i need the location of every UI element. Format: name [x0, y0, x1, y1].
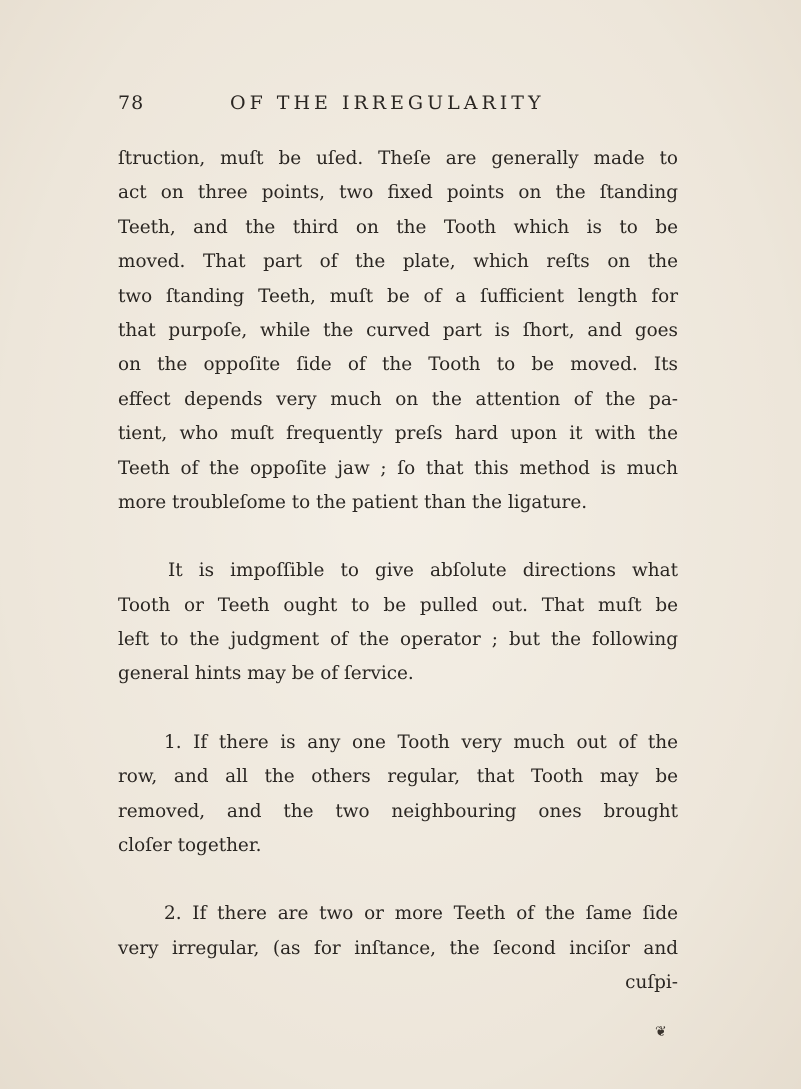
text-line: Teeth, and the third on the Tooth which is to be — [118, 216, 678, 238]
printers-ornament-icon: ❦ — [655, 1024, 667, 1040]
text-line: row, and all the others regular, that Tooth may be — [118, 766, 678, 788]
paragraph-gap — [118, 520, 678, 554]
text-line: more troubleſome to the patient than the ligature. — [118, 491, 588, 513]
text-line: left to the judgment of the operator ; but the following — [118, 629, 678, 651]
text-line: act on three points, two fixed points on the ſtanding — [118, 182, 678, 204]
paragraph-gap — [118, 863, 678, 897]
text-line: 2. If there are two or more Teeth of the ſame ſide — [164, 903, 678, 925]
text-line: Teeth of the oppoſite jaw ; ſo that this method is much — [118, 457, 678, 479]
text-line: effect depends very much on the attention of the pa- — [118, 388, 678, 410]
text-line: 1. If there is any one Tooth very much out of the — [164, 731, 678, 753]
text-line: cloſer together. — [118, 835, 262, 857]
text-line: very irregular, (as for inſtance, the ſecond inciſor and — [118, 937, 678, 959]
page-number: 78 — [118, 92, 145, 114]
text-line: Tooth or Teeth ought to be pulled out. That muſt be — [118, 594, 678, 616]
text-line: ſtruction, muſt be uſed. Theſe are generally made to — [118, 148, 678, 169]
text-line: moved. That part of the plate, which reſts on the — [118, 251, 678, 273]
text-line: It is impoſſible to give abſolute directions what — [168, 560, 678, 582]
text-line: two ſtanding Teeth, muſt be of a ſufficient length for — [118, 285, 678, 307]
text-line: that purpoſe, while the curved part is ſhort, and goes — [118, 319, 678, 341]
catchword: cuſpi- — [625, 972, 678, 994]
page-header — [118, 92, 678, 122]
text-line: on the oppoſite ſide of the Tooth to be moved. Its — [118, 354, 678, 376]
body-text — [118, 142, 678, 1001]
text-line: tient, who muſt frequently preſs hard upon it with the — [118, 423, 678, 445]
text-line: removed, and the two neighbouring ones brought — [118, 800, 678, 822]
text-line: general hints may be of ſervice. — [118, 663, 414, 685]
paragraph-gap — [118, 692, 678, 726]
running-head: OF THE IRREGULARITY — [230, 92, 545, 114]
